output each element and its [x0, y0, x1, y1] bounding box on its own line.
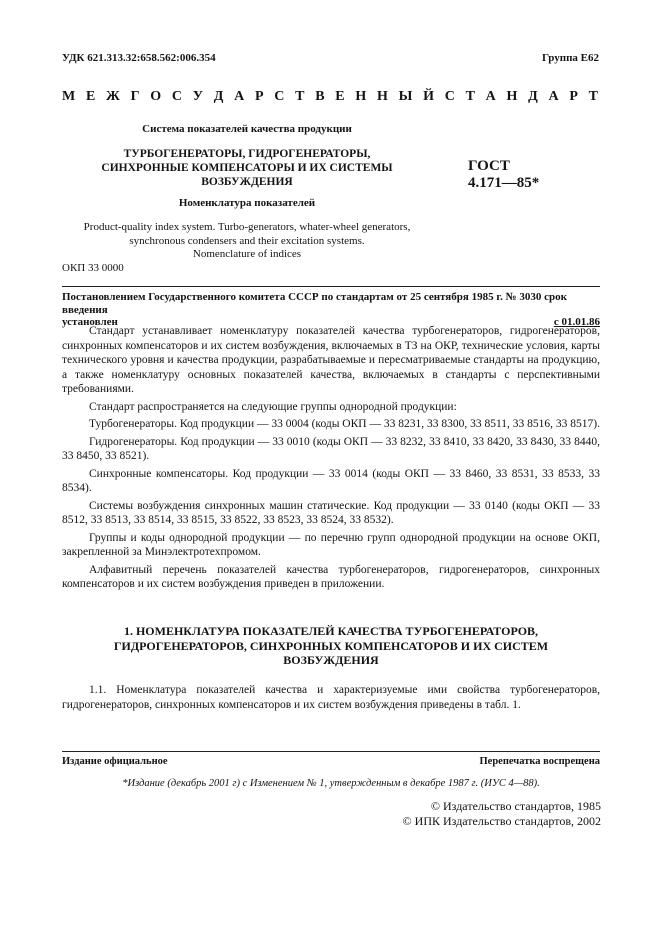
section-heading-line: ВОЗБУЖДЕНИЯ: [283, 653, 379, 667]
section-body: [62, 683, 600, 712]
english-title-line: Product-quality index system. Turbo-generators, whater-wheel generators,: [83, 221, 411, 233]
reprint-notice: Перепечатка воспрещена: [479, 756, 600, 767]
paragraph: Системы возбуждения синхронных машин статические. Код продукции — 33 0140 (коды ОКП — 33 8512, 33 8513, 33 8514, 33 8515, 33 8522, 33 8523, 33 8524, 33 8532).: [62, 499, 600, 526]
section-heading-line: ГИДРОГЕНЕРАТОРОВ, СИНХРОННЫХ КОМПЕНСАТОРОВ И ИХ СИСТЕМ: [113, 638, 549, 653]
nomenclature-subtitle: Номенклатура показателей: [178, 197, 316, 209]
gost-designation: [468, 158, 539, 192]
english-title-line: synchronous condensers and their excitation systems.: [129, 234, 365, 247]
footer-row: [62, 756, 600, 767]
section-heading-line: 1. НОМЕНКЛАТУРА ПОКАЗАТЕЛЕЙ КАЧЕСТВА ТУРБОГЕНЕРАТОРОВ,: [123, 624, 539, 638]
paragraph: Группы и коды однородной продукции — по перечню групп однородной продукции на основе ОКП, закрепленной за Минэлектротехпромом.: [62, 531, 600, 558]
copyright-line: © Издательство стандартов, 1985: [430, 799, 601, 813]
document-title-line: СИНХРОННЫЕ КОМПЕНСАТОРЫ И ИХ СИСТЕМЫ: [101, 162, 393, 174]
document-title: [62, 147, 432, 189]
divider-top: [62, 286, 600, 287]
paragraph: Турбогенераторы. Код продукции — 33 0004 (коды ОКП — 33 8231, 33 8300, 33 8511, 33 8516, 33 8517).: [89, 418, 600, 430]
system-title: Система показателей качества продукции: [142, 123, 352, 135]
copyright-block: [403, 799, 601, 828]
okp-code: ОКП 33 0000: [62, 262, 124, 274]
paragraph: Алфавитный перечень показателей качества турбогенераторов, гидрогенераторов, синхронных компенсаторов и их систем возбуждения приведен в приложении.: [62, 563, 600, 590]
intro-text: [62, 324, 600, 595]
group-code: Группа Е62: [541, 52, 599, 64]
paragraph: Синхронные компенсаторы. Код продукции — 33 0014 (коды ОКП — 33 8460, 33 8531, 33 8533, 33 8534).: [62, 467, 600, 494]
edition-note: *Издание (декабрь 2001 г) с Изменением № 1, утвержденным в декабре 1987 г. (ИУС 4—88).: [122, 778, 540, 789]
divider-bottom: [62, 751, 600, 752]
document-title-line: ВОЗБУЖДЕНИЯ: [201, 176, 293, 188]
standard-type-heading: М Е Ж Г О С У Д А Р С Т В Е Н Н Ы Й С Т А Н Д А Р Т: [62, 89, 600, 104]
paragraph: Стандарт распространяется на следующие группы однородной продукции:: [89, 400, 457, 413]
decree-effective-date: с 01.01.86: [553, 316, 600, 328]
paragraph: Стандарт устанавливает номенклатуру показателей качества турбогенераторов, гидрогенераторов, синхронных компенсаторов и их систем возбуждения, включаемых в ТЗ на ОКР, технические условия, карты технического уровня и качества продукции, разрабатываемые и пересматриваемые стандарты на продукцию, а также номенклатуру основных показателей качества, включаемых в стандарты с перспективными требованиями.: [62, 325, 600, 395]
copyright-line: © ИПК Издательство стандартов, 2002: [402, 813, 601, 828]
english-title-line: Nomenclature of indices: [192, 248, 302, 260]
gost-label: ГОСТ: [468, 158, 510, 174]
english-title: [62, 221, 432, 262]
official-edition-label: Издание официальное: [62, 756, 168, 767]
section-heading: [62, 624, 600, 668]
decree-established: установлен: [62, 316, 118, 328]
paragraph: 1.1. Номенклатура показателей качества и характеризуемые ими свойства турбогенераторов, гидрогенераторов, синхронных компенсаторов и их систем возбуждения приведены в табл. 1.: [62, 684, 600, 711]
paragraph: Гидрогенераторы. Код продукции — 33 0010 (коды ОКП — 33 8232, 33 8410, 33 8420, 33 8430, 33 8440, 33 8450, 33 8521).: [62, 435, 600, 462]
gost-number: 4.171—85*: [468, 175, 540, 191]
document-title-line: ТУРБОГЕНЕРАТОРЫ, ГИДРОГЕНЕРАТОРЫ,: [123, 148, 371, 160]
decree-block: [62, 291, 600, 329]
decree-line: Постановлением Государственного комитета СССР по стандартам от 25 сентября 1985 г. № 3030 срок введения: [62, 291, 567, 316]
udk-code: УДК 621.313.32:658.562:006.354: [62, 52, 216, 64]
